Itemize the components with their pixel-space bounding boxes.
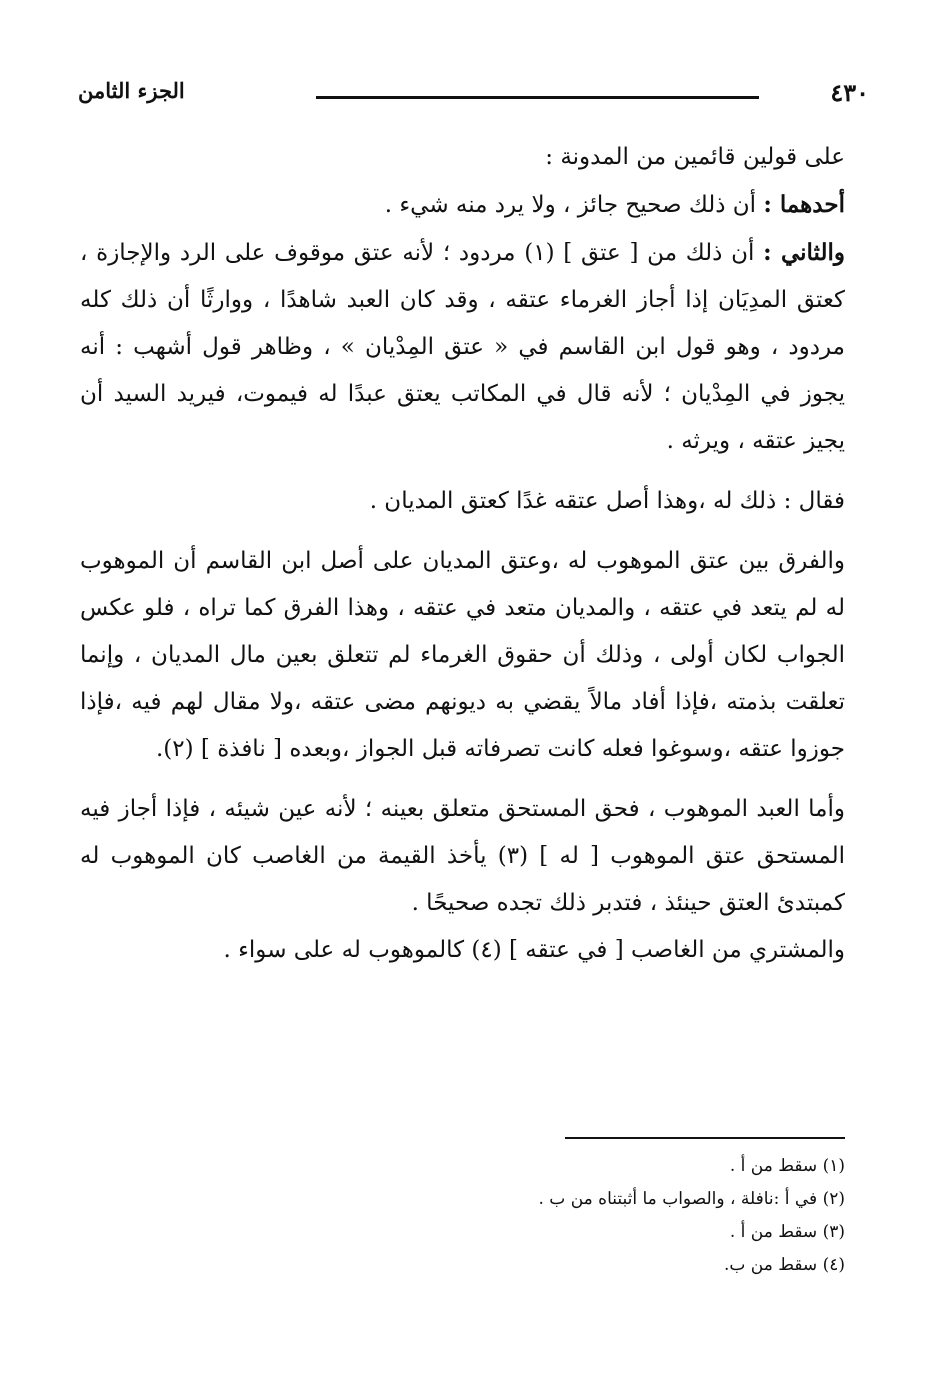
footnote-4: (٤) سقط من ب. xyxy=(723,1255,845,1275)
paragraph-6 xyxy=(80,786,845,927)
paragraph-2 xyxy=(80,181,845,229)
paragraph-text: وأما العبد الموهوب ، فحق المستحق متعلق بعينه ؛ لأنه عين شيئه ، فإذا أجاز فيه المستحق عتق الموهوب [ له ] (٣) يأخذ القيمة من الغاصب كان الموهوب له كمبتدئ العتق حينئذ ، فتدبر ذلك تجده صحيحًا . xyxy=(80,796,845,916)
footnote-rule xyxy=(565,1137,845,1139)
footnote-1: (١) سقط من أ . xyxy=(729,1156,845,1176)
paragraph-7 xyxy=(80,927,845,974)
paragraph-text: والمشتري من الغاصب [ في عتقه ] (٤) كالموهوب له على سواء . xyxy=(223,937,845,963)
paragraph-text: أن ذلك صحيح جائز ، ولا يرد منه شيء . xyxy=(384,192,764,218)
footnotes xyxy=(80,1150,845,1282)
footnote-2: (٢) في أ :نافلة ، والصواب ما أثبتناه من ب . xyxy=(538,1189,845,1209)
paragraph-5 xyxy=(80,538,845,773)
header-rule xyxy=(316,96,759,99)
paragraph-1 xyxy=(80,134,845,181)
paragraph-lead: والثاني : xyxy=(763,239,846,266)
paragraph-text: على قولين قائمين من المدونة : xyxy=(545,144,845,170)
main-text xyxy=(80,134,845,974)
paragraph-text: أن ذلك من [ عتق ] (١) مردود ؛ لأنه عتق موقوف على الرد والإجازة ، كعتق المدِيَان إذا أجاز الغرماء عتقه ، وقد كان العبد شاهدًا ، ووارثًا أن ذلك كله مردود ، وهو قول ابن القاسم في « عتق المِدْيان » ، وظاهر قول أشهب : أنه يجوز في المِدْيان ؛ لأنه قال في المكاتب يعتق عبدًا له فيموت، فيريد السيد أن يجيز عتقه ، ويرثه . xyxy=(80,240,845,454)
paragraph-text: فقال : ذلك له ،وهذا أصل عتقه غدًا كعتق المديان . xyxy=(369,488,845,514)
paragraph-text: والفرق بين عتق الموهوب له ،وعتق المديان على أصل ابن القاسم أن الموهوب له لم يتعد في عتقه ، والمديان متعد في عتقه ، وهذا الفرق كما تراه ، فلو عكس الجواب لكان أولى ، وذلك أن حقوق الغرماء لم تتعلق بعين مال المديان ، وإنما تعلقت بذمته ،فإذا أفاد مالاً يقضي به ديونهم مضى عتقه ،ولا مقال لهم فيه ،فإذا جوزوا عتقه ،وسوغوا فعله كانت تصرفاته قبل الجواز ،وبعده [ نافذة ] (٢). xyxy=(80,548,845,762)
page-header xyxy=(78,74,869,114)
paragraph-4 xyxy=(80,478,845,525)
footnote-3: (٣) سقط من أ . xyxy=(729,1222,845,1242)
paragraph-3 xyxy=(80,229,845,465)
page-number: ٤٣٠ xyxy=(830,78,869,107)
running-title: الجزء الثامن xyxy=(78,78,185,103)
paragraph-lead: أحدهما : xyxy=(763,191,845,218)
